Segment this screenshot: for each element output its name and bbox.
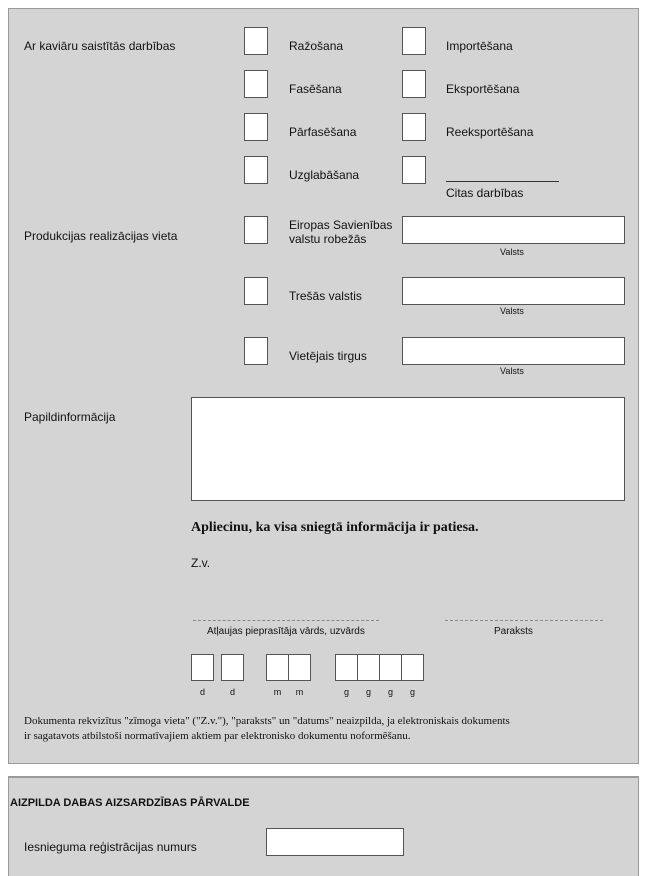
- date-letter: m: [295, 687, 304, 697]
- date-year-digit-2[interactable]: [357, 654, 380, 681]
- date-letter: g: [387, 687, 393, 697]
- date-letter: g: [409, 687, 415, 697]
- repacking-checkbox[interactable]: [244, 113, 268, 141]
- local-market-checkbox[interactable]: [244, 337, 268, 365]
- applicant-name-caption: Atļaujas pieprasītāja vārds, uzvārds: [207, 626, 365, 637]
- date-month-digit-2[interactable]: [288, 654, 311, 681]
- import-checkbox[interactable]: [402, 27, 426, 55]
- application-form-panel: [8, 8, 639, 764]
- date-letter: g: [365, 687, 371, 697]
- registration-number-label: Iesnieguma reģistrācijas numurs: [24, 840, 197, 854]
- electronic-document-note-line1: Dokumenta rekvizītus "zīmoga vieta" ("Z.v."), "paraksts" un "datums" neaizpilda, ja elektroniskais dokuments: [24, 715, 510, 727]
- eu-checkbox[interactable]: [244, 216, 268, 244]
- local-market-label: Vietējais tirgus: [289, 349, 367, 363]
- date-year-digit-4[interactable]: [401, 654, 424, 681]
- date-letter: g: [343, 687, 349, 697]
- other-activities-label: Citas darbības: [446, 186, 524, 200]
- repacking-label: Pārfasēšana: [289, 125, 357, 139]
- signature-line[interactable]: [445, 620, 603, 621]
- third-country-input[interactable]: [402, 277, 625, 305]
- other-activities-checkbox[interactable]: [402, 156, 426, 184]
- import-label: Importēšana: [446, 39, 513, 53]
- production-label: Ražošana: [289, 39, 344, 53]
- local-country-input[interactable]: [402, 337, 625, 365]
- eu-country-caption: Valsts: [500, 247, 524, 257]
- eu-label-line2: valstu robežās: [289, 232, 367, 246]
- production-checkbox[interactable]: [244, 27, 268, 55]
- additional-info-label: Papildinformācija: [24, 410, 116, 424]
- activities-label: Ar kaviāru saistītās darbības: [24, 39, 176, 53]
- date-month-digit-1[interactable]: [266, 654, 289, 681]
- electronic-document-note-line2: ir sagatavots atbilstoši normatīvajiem aktiem par elektronisko dokumentu noformēšanu.: [24, 730, 411, 742]
- official-use-panel: [8, 776, 639, 876]
- date-year-digit-3[interactable]: [379, 654, 402, 681]
- official-section-title: AIZPILDA DABAS AIZSARDZĪBAS PĀRVALDE: [10, 797, 250, 809]
- reexport-checkbox[interactable]: [402, 113, 426, 141]
- third-country-caption: Valsts: [500, 306, 524, 316]
- date-letter: d: [229, 687, 235, 697]
- packing-checkbox[interactable]: [244, 70, 268, 98]
- date-day-digit-1[interactable]: [191, 654, 214, 681]
- registration-number-input[interactable]: [266, 828, 404, 856]
- eu-country-input[interactable]: [402, 216, 625, 244]
- third-countries-checkbox[interactable]: [244, 277, 268, 305]
- applicant-name-line[interactable]: [193, 620, 379, 621]
- date-year-digit-1[interactable]: [335, 654, 358, 681]
- export-checkbox[interactable]: [402, 70, 426, 98]
- local-country-caption: Valsts: [500, 366, 524, 376]
- date-letter: m: [273, 687, 282, 697]
- declaration-statement: Apliecinu, ka visa sniegtā informācija ir patiesa.: [191, 520, 479, 535]
- date-day-digit-2[interactable]: [221, 654, 244, 681]
- stamp-place: Z.v.: [191, 556, 211, 570]
- sales-place-label: Produkcijas realizācijas vieta: [24, 229, 178, 243]
- date-letter: d: [199, 687, 205, 697]
- storage-label: Uzglabāšana: [289, 168, 360, 182]
- third-countries-label: Trešās valstis: [289, 289, 362, 303]
- storage-checkbox[interactable]: [244, 156, 268, 184]
- other-activities-line[interactable]: [446, 181, 559, 182]
- additional-info-textarea[interactable]: [191, 397, 625, 501]
- eu-label-line1: Eiropas Savienības: [289, 218, 393, 232]
- reexport-label: Reeksportēšana: [446, 125, 534, 139]
- export-label: Eksportēšana: [446, 82, 520, 96]
- signature-caption: Paraksts: [494, 626, 533, 637]
- packing-label: Fasēšana: [289, 82, 342, 96]
